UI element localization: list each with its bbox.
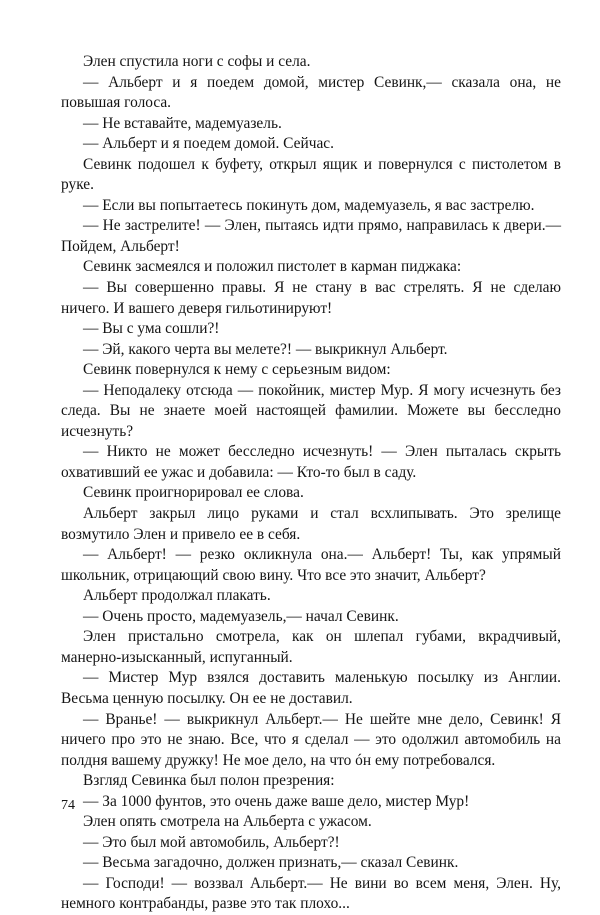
- paragraph: — Очень просто, мадемуазель,— начал Севинк.: [83, 607, 399, 625]
- paragraph: — Не вставайте, мадемуазель.: [83, 114, 282, 132]
- paragraph: — Не застрелите! — Элен, пытаясь идти прямо, направилась к двери.— Пойдем, Альберт!: [61, 217, 561, 255]
- paragraph: — Никто не может бесследно исчезнуть! — Элен пыталась скрыть охвативший ее ужас и добавила: — Кто-то был в саду.: [61, 443, 561, 481]
- paragraph: Севинк повернулся к нему с серьезным видом:: [83, 361, 391, 379]
- paragraph: Севинк засмеялся и положил пистолет в карман пиджака:: [83, 258, 462, 276]
- paragraph: — Вы с ума сошли?!: [83, 320, 220, 338]
- paragraph: Севинк проигнорировал ее слова.: [83, 484, 304, 502]
- paragraph: — Альберт и я поедем домой. Сейчас.: [83, 135, 334, 153]
- paragraph: — Это был мой автомобиль, Альберт?!: [83, 833, 340, 851]
- paragraph: — Вы совершенно правы. Я не стану в вас стрелять. Я не сделаю ничего. И вашего деверя гильотинируют!: [61, 279, 561, 317]
- paragraph: — Эй, какого черта вы мелете?! — выкрикнул Альберт.: [83, 340, 448, 358]
- body-text: [61, 52, 561, 915]
- paragraph: Альберт продолжал плакать.: [83, 587, 271, 605]
- paragraph: — Альберт и я поедем домой, мистер Севинк,— сказала она, не повышая голоса.: [61, 73, 561, 112]
- paragraph: — Вранье! — выкрикнул Альберт.— Не шейте мне дело, Севинк! Я ничего про это не знаю. Все, что я сделал — это одолжил автомобиль на полдня вашему дружку! Не мое дело, на что óн ему потребовался.: [61, 710, 561, 769]
- paragraph: — Весьма загадочно, должен признать,— сказал Севинк.: [83, 854, 459, 872]
- paragraph: — Альберт! — резко окликнула она.— Альберт! Ты, как упрямый школьник, отрицающий свою вину. Что все это значит, Альберт?: [61, 546, 561, 584]
- paragraph: Взгляд Севинка был полон презрения:: [83, 772, 335, 790]
- paragraph: Элен спустила ноги с софы и села.: [83, 53, 311, 70]
- paragraph: Элен пристально смотрела, как он шлепал губами, вкрадчивый, манерно-изысканный, испуганный.: [61, 628, 561, 666]
- paragraph: — Если вы попытаетесь покинуть дом, мадемуазель, я вас застрелю.: [83, 196, 535, 214]
- paragraph: — Господи! — воззвал Альберт.— Не вини во всем меня, Элен. Ну, немного контрабанды, разве это так плохо...: [61, 874, 561, 913]
- paragraph: Элен опять смотрела на Альберта с ужасом.: [83, 813, 372, 831]
- paragraph: — Мистер Мур взялся доставить маленькую посылку из Англии. Весьма ценную посылку. Он ее не доставил.: [61, 669, 561, 707]
- paragraph: Севинк подошел к буфету, открыл ящик и повернулся с пистолетом в руке.: [61, 155, 561, 194]
- paragraph: Альберт закрыл лицо руками и стал всхлипывать. Это зрелище возмутило Элен и привело ее в себя.: [61, 505, 561, 543]
- paragraph: — За 1000 фунтов, это очень даже ваше дело, мистер Мур!: [83, 792, 470, 810]
- page-number: 74: [61, 798, 75, 813]
- paragraph: — Неподалеку отсюда — покойник, мистер Мур. Я могу исчезнуть без следа. Вы не знаете моей настоящей фамилии. Можете вы бесследно исчезнуть?: [61, 381, 561, 440]
